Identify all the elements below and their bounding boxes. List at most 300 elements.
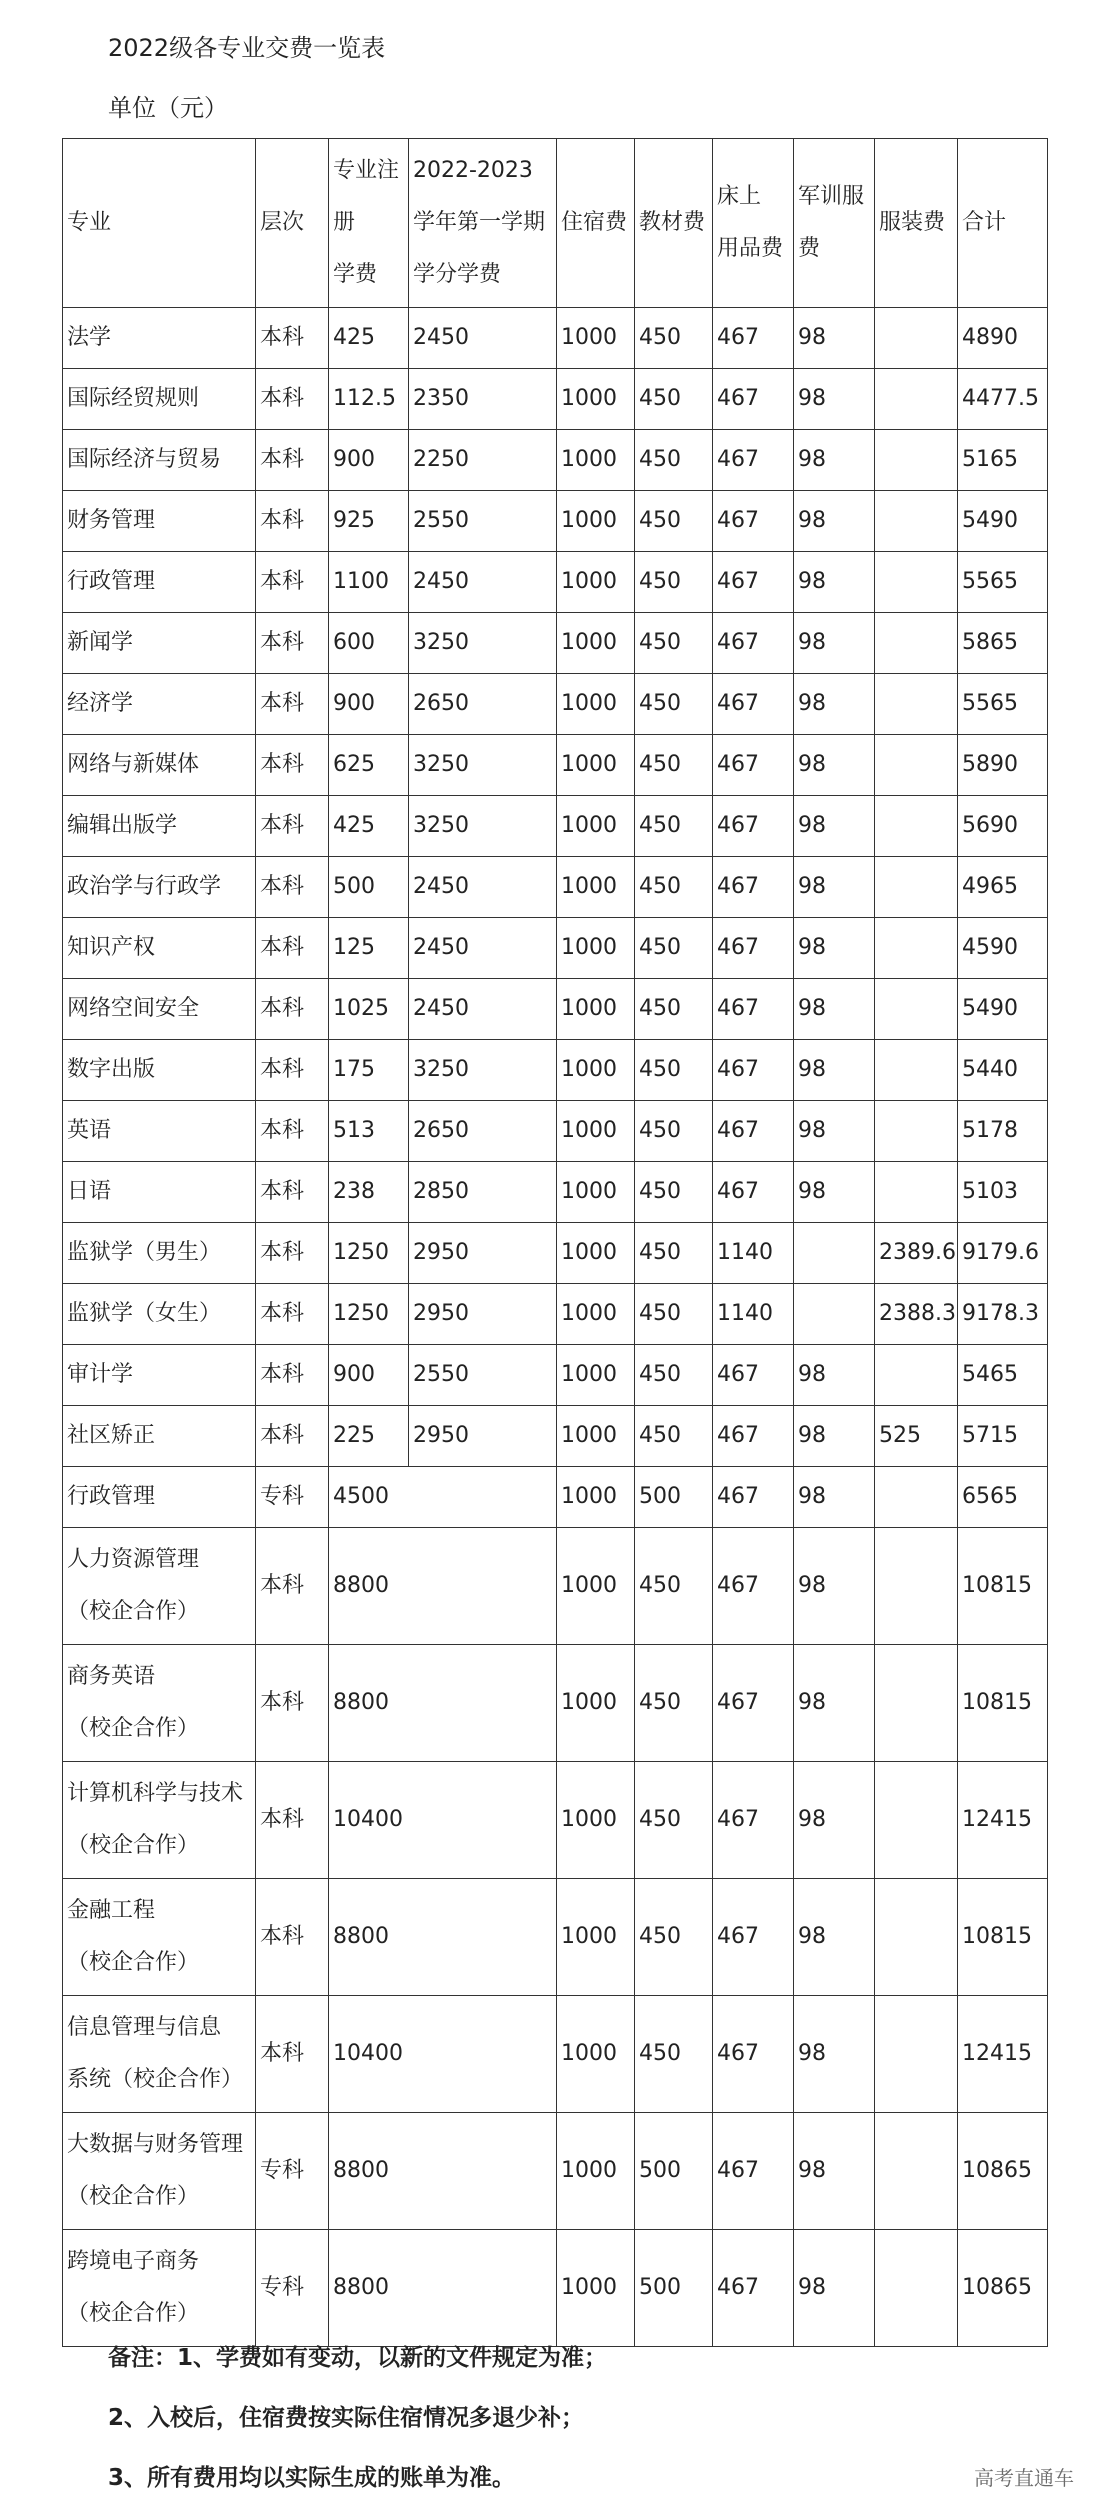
clothing-fee-cell: [875, 1040, 958, 1101]
books-fee-cell: 450: [635, 1101, 713, 1162]
major-cell-line: 人力资源管理: [67, 1547, 200, 1572]
level-cell: 本科: [256, 1406, 329, 1467]
total-cell: 5440: [958, 1040, 1048, 1101]
total-cell: 5165: [958, 430, 1048, 491]
table-row: [63, 1223, 1048, 1284]
books-fee-cell: 450: [635, 613, 713, 674]
dorm-fee-cell: 1000: [557, 1223, 635, 1284]
clothing-fee-cell: [875, 1162, 958, 1223]
reg-fee-cell: 425: [329, 796, 409, 857]
dorm-fee-cell: 1000: [557, 2230, 635, 2347]
dorm-fee-cell: 1000: [557, 918, 635, 979]
major-cell-line: 数字出版: [67, 1057, 156, 1082]
bedding-fee-cell: 467: [713, 2230, 794, 2347]
major-cell-line: （校企合作）: [67, 2301, 200, 2326]
reg-fee-cell: 625: [329, 735, 409, 796]
table-row: [63, 979, 1048, 1040]
training-fee-cell: [794, 1223, 875, 1284]
total-cell: 9179.6: [958, 1223, 1048, 1284]
col-credit-fee-header-line: 学分学费: [413, 262, 502, 287]
credit-fee-cell: 2450: [409, 918, 557, 979]
table-row: [63, 2230, 1048, 2347]
bedding-fee-cell: 467: [713, 308, 794, 369]
books-fee-cell: 450: [635, 1162, 713, 1223]
books-fee-cell: 450: [635, 674, 713, 735]
level-cell: 本科: [256, 979, 329, 1040]
major-cell-line: 经济学: [67, 691, 134, 716]
training-fee-cell: 98: [794, 613, 875, 674]
books-fee-cell: 500: [635, 1467, 713, 1528]
credit-fee-cell: 2950: [409, 1223, 557, 1284]
total-cell: 10815: [958, 1879, 1048, 1996]
col-credit-fee-header-line: 2022-2023: [413, 158, 533, 183]
level-cell: 专科: [256, 1467, 329, 1528]
level-cell: 本科: [256, 491, 329, 552]
level-cell: 本科: [256, 918, 329, 979]
clothing-fee-cell: 525: [875, 1406, 958, 1467]
page-title: 2022级各专业交费一览表: [108, 34, 386, 62]
major-cell-line: 大数据与财务管理: [67, 2132, 244, 2157]
col-training-header: [794, 139, 875, 308]
major-cell: [63, 1467, 256, 1528]
col-dorm-header-line: 住宿费: [561, 210, 628, 235]
clothing-fee-cell: [875, 430, 958, 491]
col-major-header-line: 专业: [67, 210, 112, 235]
books-fee-cell: 450: [635, 979, 713, 1040]
tuition-fee-cell: 8800: [329, 1879, 557, 1996]
total-cell: 5690: [958, 796, 1048, 857]
training-fee-cell: 98: [794, 1996, 875, 2113]
major-cell: [63, 1345, 256, 1406]
books-fee-cell: 450: [635, 1879, 713, 1996]
level-cell: 专科: [256, 2230, 329, 2347]
major-cell-line: （校企合作）: [67, 1716, 200, 1741]
books-fee-cell: 450: [635, 796, 713, 857]
major-cell-line: 审计学: [67, 1362, 134, 1387]
training-fee-cell: 98: [794, 857, 875, 918]
tuition-fee-cell: 8800: [329, 2113, 557, 2230]
books-fee-cell: 450: [635, 308, 713, 369]
level-cell: 本科: [256, 1345, 329, 1406]
major-cell-line: 商务英语: [67, 1664, 156, 1689]
credit-fee-cell: 3250: [409, 735, 557, 796]
books-fee-cell: 450: [635, 1345, 713, 1406]
major-cell: [63, 308, 256, 369]
training-fee-cell: 98: [794, 2230, 875, 2347]
credit-fee-cell: 2950: [409, 1284, 557, 1345]
dorm-fee-cell: 1000: [557, 1645, 635, 1762]
credit-fee-cell: 2450: [409, 979, 557, 1040]
training-fee-cell: 98: [794, 308, 875, 369]
reg-fee-cell: 925: [329, 491, 409, 552]
dorm-fee-cell: 1000: [557, 1762, 635, 1879]
credit-fee-cell: 3250: [409, 1040, 557, 1101]
training-fee-cell: 98: [794, 1762, 875, 1879]
clothing-fee-cell: [875, 552, 958, 613]
books-fee-cell: 450: [635, 1040, 713, 1101]
total-cell: 9178.3: [958, 1284, 1048, 1345]
reg-fee-cell: 500: [329, 857, 409, 918]
bedding-fee-cell: 467: [713, 918, 794, 979]
training-fee-cell: 98: [794, 1528, 875, 1645]
table-row: [63, 491, 1048, 552]
dorm-fee-cell: 1000: [557, 979, 635, 1040]
bedding-fee-cell: 1140: [713, 1284, 794, 1345]
books-fee-cell: 450: [635, 1996, 713, 2113]
major-cell: [63, 491, 256, 552]
clothing-fee-cell: [875, 674, 958, 735]
col-clothing-header-line: 服装费: [879, 210, 946, 235]
total-cell: 10815: [958, 1528, 1048, 1645]
bedding-fee-cell: 467: [713, 1528, 794, 1645]
books-fee-cell: 450: [635, 1406, 713, 1467]
col-reg-fee-header: [329, 139, 409, 308]
total-cell: 5565: [958, 552, 1048, 613]
reg-fee-cell: 900: [329, 1345, 409, 1406]
level-cell: 专科: [256, 2113, 329, 2230]
reg-fee-cell: 1250: [329, 1284, 409, 1345]
clothing-fee-cell: [875, 918, 958, 979]
table-row: [63, 1879, 1048, 1996]
table-row: [63, 1345, 1048, 1406]
unit-label: 单位（元）: [108, 94, 228, 122]
bedding-fee-cell: 467: [713, 491, 794, 552]
col-reg-fee-header-line: 册: [333, 210, 356, 235]
total-cell: 12415: [958, 1996, 1048, 2113]
table-row: [63, 1645, 1048, 1762]
bedding-fee-cell: 467: [713, 369, 794, 430]
col-training-header-line: 军训服: [798, 184, 865, 209]
level-cell: 本科: [256, 1223, 329, 1284]
table-row: [63, 918, 1048, 979]
dorm-fee-cell: 1000: [557, 552, 635, 613]
major-cell: [63, 1040, 256, 1101]
major-cell: [63, 613, 256, 674]
total-cell: 5103: [958, 1162, 1048, 1223]
clothing-fee-cell: [875, 1345, 958, 1406]
col-total-header: [958, 139, 1048, 308]
major-cell: [63, 1528, 256, 1645]
major-cell: [63, 918, 256, 979]
books-fee-cell: 450: [635, 430, 713, 491]
training-fee-cell: 98: [794, 918, 875, 979]
training-fee-cell: 98: [794, 796, 875, 857]
bedding-fee-cell: 467: [713, 613, 794, 674]
col-reg-fee-header-line: 专业注: [333, 158, 400, 183]
col-level-header: [256, 139, 329, 308]
books-fee-cell: 450: [635, 918, 713, 979]
table-row: [63, 552, 1048, 613]
dorm-fee-cell: 1000: [557, 674, 635, 735]
training-fee-cell: 98: [794, 735, 875, 796]
reg-fee-cell: 225: [329, 1406, 409, 1467]
tuition-fee-cell: 10400: [329, 1996, 557, 2113]
level-cell: 本科: [256, 369, 329, 430]
reg-fee-cell: 900: [329, 430, 409, 491]
major-cell: [63, 796, 256, 857]
major-cell: [63, 1284, 256, 1345]
note-3: 3、所有费用均以实际生成的账单为准。: [108, 2465, 516, 2491]
fee-table: [62, 138, 1048, 2347]
major-cell-line: 新闻学: [67, 630, 134, 655]
major-cell: [63, 735, 256, 796]
total-cell: 10815: [958, 1645, 1048, 1762]
level-cell: 本科: [256, 1762, 329, 1879]
reg-fee-cell: 425: [329, 308, 409, 369]
bedding-fee-cell: 467: [713, 979, 794, 1040]
books-fee-cell: 450: [635, 1284, 713, 1345]
clothing-fee-cell: [875, 1528, 958, 1645]
col-level-header-line: 层次: [260, 210, 305, 235]
reg-fee-cell: 175: [329, 1040, 409, 1101]
tuition-fee-cell: 8800: [329, 2230, 557, 2347]
credit-fee-cell: 2850: [409, 1162, 557, 1223]
total-cell: 5465: [958, 1345, 1048, 1406]
major-cell-line: 行政管理: [67, 569, 156, 594]
major-cell-line: （校企合作）: [67, 1950, 200, 1975]
clothing-fee-cell: [875, 1996, 958, 2113]
major-cell: [63, 674, 256, 735]
col-bedding-header: [713, 139, 794, 308]
table-row: [63, 1284, 1048, 1345]
dorm-fee-cell: 1000: [557, 1996, 635, 2113]
bedding-fee-cell: 467: [713, 1040, 794, 1101]
dorm-fee-cell: 1000: [557, 1406, 635, 1467]
credit-fee-cell: 3250: [409, 613, 557, 674]
col-credit-fee-header-line: 学年第一学期: [413, 210, 546, 235]
credit-fee-cell: 2650: [409, 674, 557, 735]
books-fee-cell: 500: [635, 2113, 713, 2230]
dorm-fee-cell: 1000: [557, 430, 635, 491]
clothing-fee-cell: [875, 369, 958, 430]
training-fee-cell: [794, 1284, 875, 1345]
total-cell: 6565: [958, 1467, 1048, 1528]
bedding-fee-cell: 467: [713, 1101, 794, 1162]
clothing-fee-cell: [875, 1101, 958, 1162]
col-training-header-line: 费: [798, 236, 821, 261]
level-cell: 本科: [256, 1879, 329, 1996]
table-body: [63, 308, 1048, 2347]
training-fee-cell: 98: [794, 1040, 875, 1101]
clothing-fee-cell: [875, 735, 958, 796]
table-header: [63, 139, 1048, 308]
major-cell: [63, 857, 256, 918]
credit-fee-cell: 2550: [409, 1345, 557, 1406]
total-cell: 10865: [958, 2113, 1048, 2230]
reg-fee-cell: 1025: [329, 979, 409, 1040]
major-cell-line: 英语: [67, 1118, 112, 1143]
table-row: [63, 1406, 1048, 1467]
major-cell-line: 网络空间安全: [67, 996, 200, 1021]
table-row: [63, 1528, 1048, 1645]
major-cell-line: 计算机科学与技术: [67, 1781, 244, 1806]
level-cell: 本科: [256, 1645, 329, 1762]
dorm-fee-cell: 1000: [557, 1467, 635, 1528]
level-cell: 本科: [256, 1284, 329, 1345]
reg-fee-cell: 1100: [329, 552, 409, 613]
level-cell: 本科: [256, 430, 329, 491]
major-cell: [63, 2230, 256, 2347]
level-cell: 本科: [256, 308, 329, 369]
books-fee-cell: 450: [635, 735, 713, 796]
dorm-fee-cell: 1000: [557, 613, 635, 674]
bedding-fee-cell: 467: [713, 552, 794, 613]
reg-fee-cell: 112.5: [329, 369, 409, 430]
bedding-fee-cell: 467: [713, 1762, 794, 1879]
credit-fee-cell: 2250: [409, 430, 557, 491]
clothing-fee-cell: [875, 1762, 958, 1879]
tuition-fee-cell: 10400: [329, 1762, 557, 1879]
major-cell: [63, 369, 256, 430]
table-row: [63, 735, 1048, 796]
clothing-fee-cell: 2388.3: [875, 1284, 958, 1345]
total-cell: 5490: [958, 979, 1048, 1040]
training-fee-cell: 98: [794, 552, 875, 613]
training-fee-cell: 98: [794, 1345, 875, 1406]
major-cell-line: 政治学与行政学: [67, 874, 222, 899]
dorm-fee-cell: 1000: [557, 369, 635, 430]
clothing-fee-cell: [875, 857, 958, 918]
training-fee-cell: 98: [794, 430, 875, 491]
table-row: [63, 1101, 1048, 1162]
note-2: 2、入校后，住宿费按实际住宿情况多退少补；: [108, 2405, 585, 2431]
col-reg-fee-header-line: 学费: [333, 262, 378, 287]
major-cell: [63, 1762, 256, 1879]
credit-fee-cell: 2350: [409, 369, 557, 430]
note-1: 备注：1、学费如有变动，以新的文件规定为准；: [108, 2345, 608, 2371]
clothing-fee-cell: [875, 1645, 958, 1762]
credit-fee-cell: 2950: [409, 1406, 557, 1467]
major-cell: [63, 1101, 256, 1162]
col-bedding-header-line: 床上: [717, 184, 762, 209]
major-cell: [63, 1406, 256, 1467]
major-cell: [63, 552, 256, 613]
books-fee-cell: 450: [635, 1645, 713, 1762]
major-cell-line: 跨境电子商务: [67, 2249, 200, 2274]
major-cell-line: 系统（校企合作）: [67, 2067, 244, 2092]
major-cell: [63, 1645, 256, 1762]
total-cell: 10865: [958, 2230, 1048, 2347]
tuition-fee-cell: 4500: [329, 1467, 557, 1528]
bedding-fee-cell: 467: [713, 796, 794, 857]
training-fee-cell: 98: [794, 1162, 875, 1223]
books-fee-cell: 450: [635, 552, 713, 613]
clothing-fee-cell: [875, 1879, 958, 1996]
books-fee-cell: 450: [635, 491, 713, 552]
dorm-fee-cell: 1000: [557, 1345, 635, 1406]
level-cell: 本科: [256, 735, 329, 796]
table-row: [63, 2113, 1048, 2230]
bedding-fee-cell: 467: [713, 857, 794, 918]
books-fee-cell: 450: [635, 857, 713, 918]
dorm-fee-cell: 1000: [557, 308, 635, 369]
clothing-fee-cell: [875, 613, 958, 674]
books-fee-cell: 450: [635, 369, 713, 430]
level-cell: 本科: [256, 1162, 329, 1223]
reg-fee-cell: 238: [329, 1162, 409, 1223]
bedding-fee-cell: 467: [713, 674, 794, 735]
credit-fee-cell: 2550: [409, 491, 557, 552]
clothing-fee-cell: [875, 2230, 958, 2347]
dorm-fee-cell: 1000: [557, 1879, 635, 1996]
dorm-fee-cell: 1000: [557, 2113, 635, 2230]
reg-fee-cell: 900: [329, 674, 409, 735]
total-cell: 5715: [958, 1406, 1048, 1467]
bedding-fee-cell: 1140: [713, 1223, 794, 1284]
training-fee-cell: 98: [794, 369, 875, 430]
level-cell: 本科: [256, 674, 329, 735]
reg-fee-cell: 1250: [329, 1223, 409, 1284]
level-cell: 本科: [256, 613, 329, 674]
bedding-fee-cell: 467: [713, 1345, 794, 1406]
total-cell: 5865: [958, 613, 1048, 674]
training-fee-cell: 98: [794, 1101, 875, 1162]
watermark-text: 高考直通车: [974, 2466, 1074, 2490]
clothing-fee-cell: 2389.6: [875, 1223, 958, 1284]
training-fee-cell: 98: [794, 1467, 875, 1528]
clothing-fee-cell: [875, 491, 958, 552]
level-cell: 本科: [256, 1528, 329, 1645]
major-cell: [63, 1996, 256, 2113]
major-cell-line: 监狱学（女生）: [67, 1301, 222, 1326]
col-books-header-line: 教材费: [639, 210, 706, 235]
major-cell-line: 国际经济与贸易: [67, 447, 222, 472]
dorm-fee-cell: 1000: [557, 735, 635, 796]
table-row: [63, 1467, 1048, 1528]
credit-fee-cell: 3250: [409, 796, 557, 857]
header-row: [63, 139, 1048, 308]
table-row: [63, 430, 1048, 491]
major-cell-line: 信息管理与信息: [67, 2015, 222, 2040]
table-row: [63, 674, 1048, 735]
table-row: [63, 308, 1048, 369]
clothing-fee-cell: [875, 1467, 958, 1528]
col-dorm-header: [557, 139, 635, 308]
clothing-fee-cell: [875, 2113, 958, 2230]
tuition-fee-cell: 8800: [329, 1528, 557, 1645]
major-cell-line: 知识产权: [67, 935, 156, 960]
major-cell-line: 财务管理: [67, 508, 156, 533]
col-clothing-header: [875, 139, 958, 308]
table-row: [63, 1762, 1048, 1879]
training-fee-cell: 98: [794, 2113, 875, 2230]
major-cell-line: 金融工程: [67, 1898, 156, 1923]
total-cell: 4890: [958, 308, 1048, 369]
total-cell: 4590: [958, 918, 1048, 979]
total-cell: 4965: [958, 857, 1048, 918]
reg-fee-cell: 125: [329, 918, 409, 979]
training-fee-cell: 98: [794, 1879, 875, 1996]
books-fee-cell: 450: [635, 1528, 713, 1645]
bedding-fee-cell: 467: [713, 1879, 794, 1996]
books-fee-cell: 450: [635, 1223, 713, 1284]
bedding-fee-cell: 467: [713, 1645, 794, 1762]
col-total-header-line: 合计: [962, 210, 1007, 235]
major-cell-line: （校企合作）: [67, 1599, 200, 1624]
major-cell-line: 法学: [67, 325, 112, 350]
major-cell-line: 编辑出版学: [67, 813, 178, 838]
major-cell-line: （校企合作）: [67, 1833, 200, 1858]
major-cell: [63, 1223, 256, 1284]
training-fee-cell: 98: [794, 674, 875, 735]
credit-fee-cell: 2450: [409, 552, 557, 613]
total-cell: 5490: [958, 491, 1048, 552]
dorm-fee-cell: 1000: [557, 1284, 635, 1345]
major-cell-line: （校企合作）: [67, 2184, 200, 2209]
level-cell: 本科: [256, 796, 329, 857]
total-cell: 12415: [958, 1762, 1048, 1879]
table-row: [63, 613, 1048, 674]
